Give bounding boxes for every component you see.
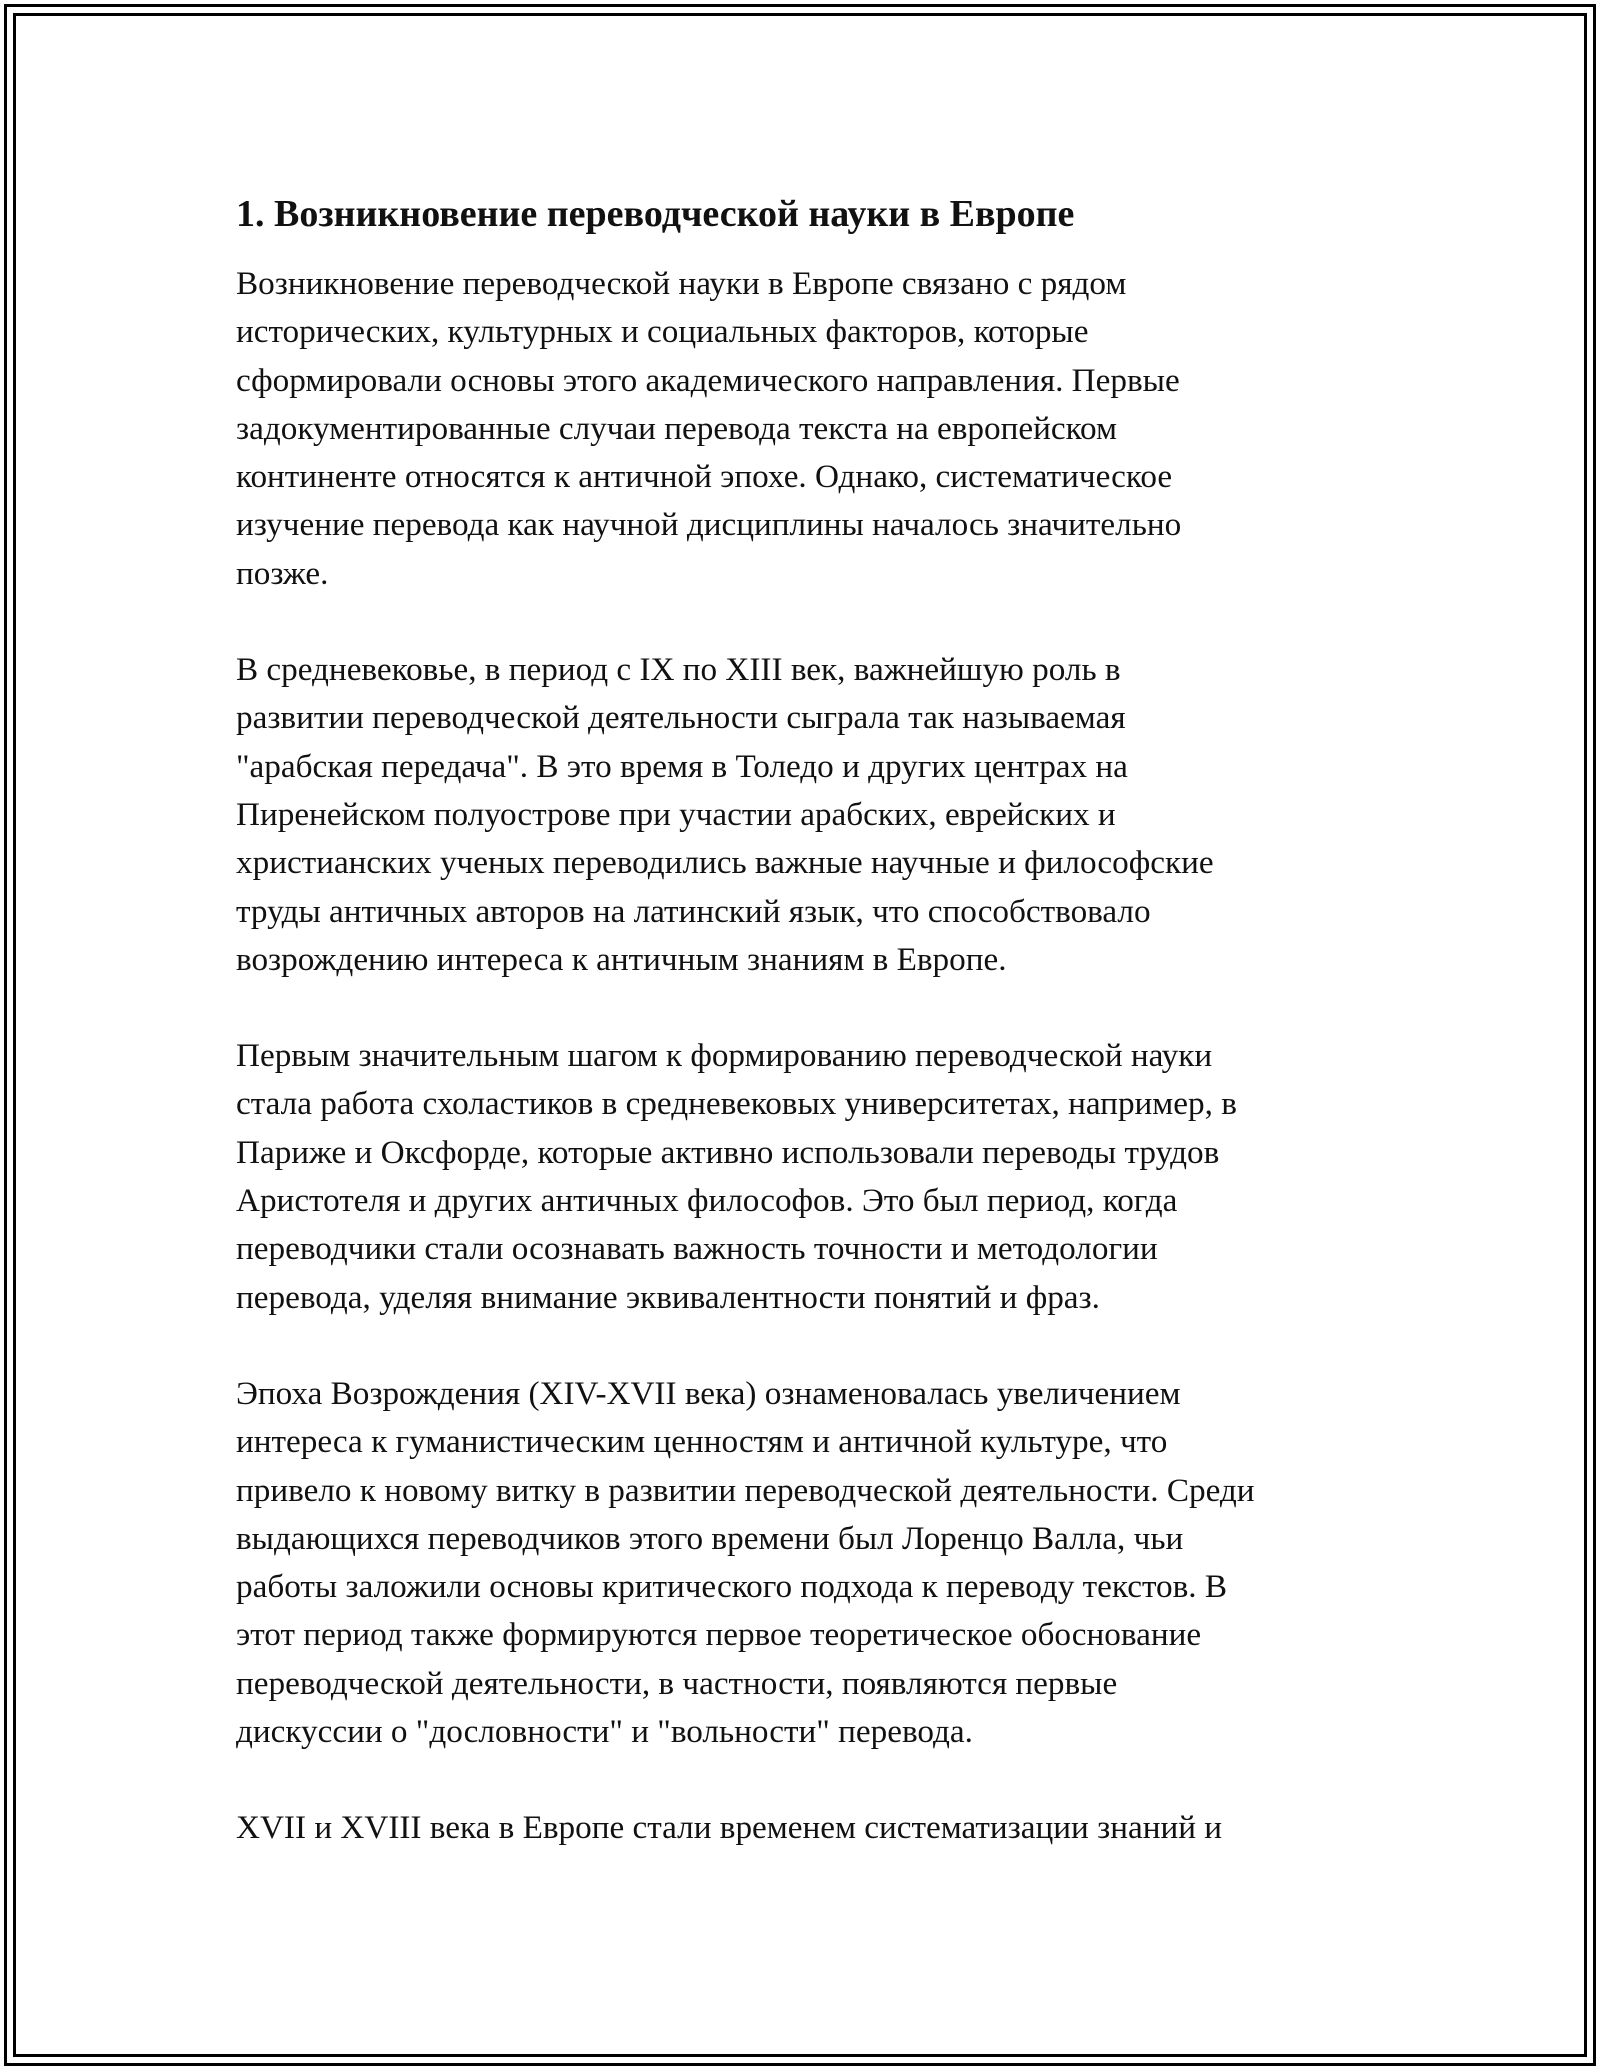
text-line: стала работа схоластиков в средневековых университетах, например, в [236,1085,1237,1123]
text-line: сформировали основы этого академического направления. Первые [236,361,1180,399]
text-line: выдающихся переводчиков этого времени был Лоренцо Валла, чьи [236,1519,1184,1557]
paragraph-3 [236,1032,1366,1322]
text-line: В средневековье, в период с IX по XIII век, важнейшую роль в [236,651,1121,689]
text-line: Аристотеля и других античных философов. Это был период, когда [236,1182,1178,1220]
text-line: труды античных авторов на латинский язык, что способствовало [236,892,1151,930]
text-line: исторических, культурных и социальных факторов, которые [236,313,1089,351]
text-line: привело к новому витку в развитии переводческой деятельности. Среди [236,1471,1255,1509]
text-line: возрождению интереса к античным знаниям в Европе. [236,940,1007,978]
text-line: XVII и XVIII века в Европе стали временем систематизации знаний и [236,1809,1223,1847]
text-line: христианских ученых переводились важные научные и философские [236,844,1214,882]
text-line: изучение перевода как научной дисциплины началось значительно [236,506,1182,544]
text-line: Возникновение переводческой науки в Европе связано с рядом [236,265,1127,302]
paragraph-2 [236,646,1366,984]
text-line: переводческой деятельности, в частности, появляются первые [236,1664,1118,1702]
text-line: развитии переводческой деятельности сыграла так называемая [236,699,1126,737]
text-line: переводчики стали осознавать важность точности и методологии [236,1230,1158,1268]
paragraph-1 [236,260,1366,598]
text-line: Эпоха Возрождения (XIV-XVII века) ознаменовалась увеличением [236,1374,1181,1412]
text-line: Первым значительным шагом к формированию переводческой науки [236,1037,1213,1075]
text-line: континенте относятся к античной эпохе. Однако, систематическое [236,458,1173,496]
text-line: Пиренейском полуострове при участии арабских, еврейских и [236,795,1116,833]
text-line: работы заложили основы критического подхода к переводу текстов. В [236,1568,1228,1606]
text-line: задокументированные случаи перевода текста на европейском [236,409,1118,447]
text-line: этот период также формируются первое теоретическое обоснование [236,1616,1202,1654]
text-line: перевода, уделяя внимание эквивалентности понятий и фраз. [236,1278,1100,1316]
document-body [236,186,1366,1901]
text-line: интереса к гуманистическим ценностям и античной культуре, что [236,1423,1168,1461]
paragraph-4 [236,1370,1366,1756]
section-title: 1. Возникновение переводческой науки в Европе [236,193,1075,235]
text-line: "арабская передача". В это время в Толедо и других центрах на [236,747,1128,785]
text-line: Париже и Оксфорде, которые активно использовали переводы трудов [236,1133,1220,1171]
text-line: позже. [236,554,329,592]
paragraph-5 [236,1804,1366,1852]
text-line: дискуссии о "дословности" и "вольности" перевода. [236,1713,973,1751]
